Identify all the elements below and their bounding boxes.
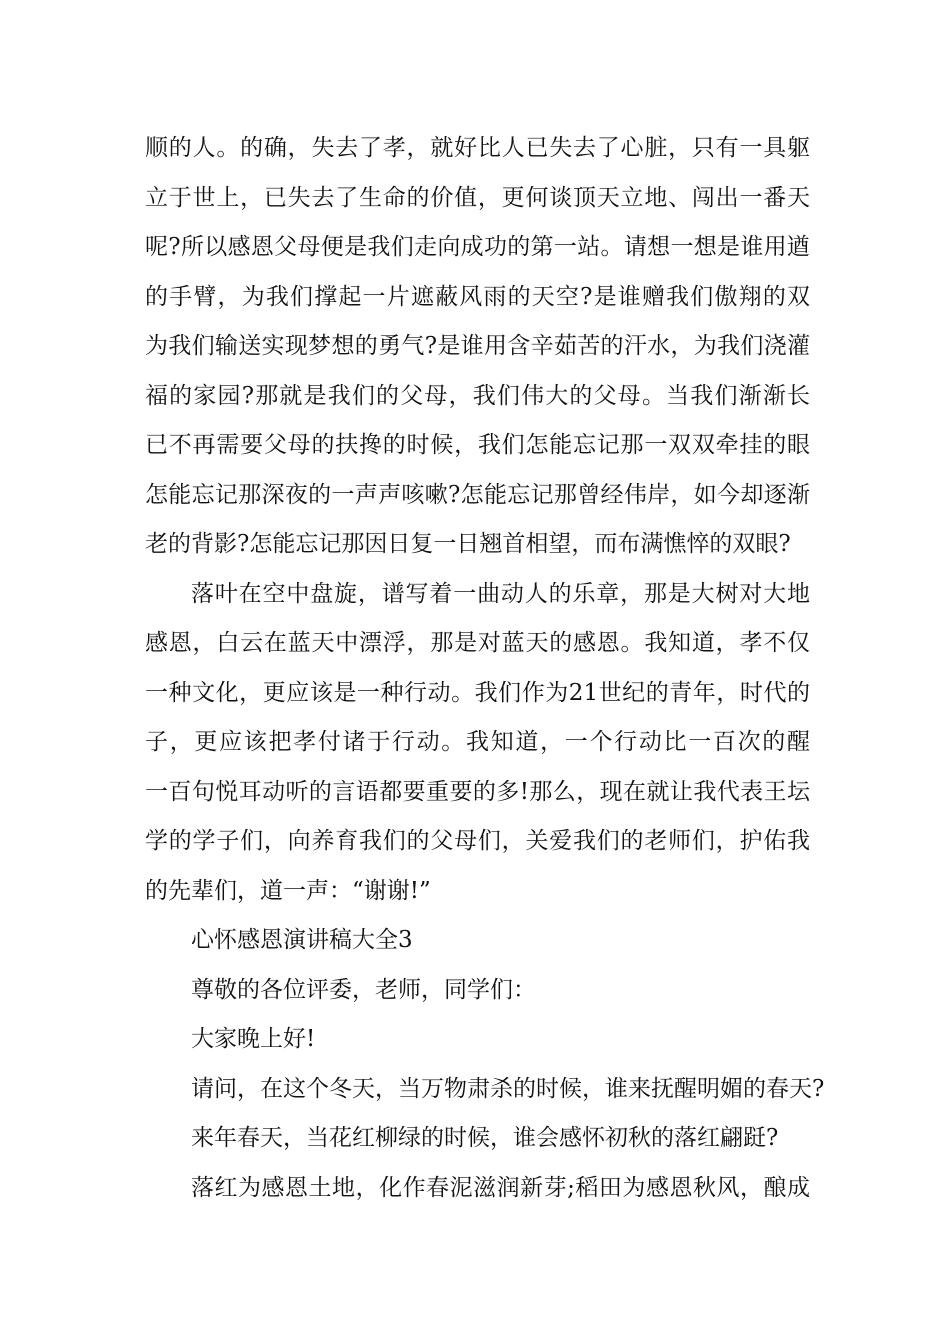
text-line: 立于世上，已失去了生命的价值，更何谈顶天立地、闯出一番天 bbox=[145, 184, 810, 211]
text-line: 落叶在空中盘旋，谱写着一曲动人的乐章，那是大树对大地 bbox=[191, 580, 810, 607]
text-line: 学的学子们，向养育我们的父母们，关爱我们的老师们，护佑我 bbox=[145, 828, 810, 854]
text-line: 的先辈们，道一声：“谢谢!” bbox=[145, 877, 431, 904]
paragraph bbox=[145, 570, 810, 917]
text-line: 子，更应该把孝付诸于行动。我知道，一个行动比一百次的醒 bbox=[145, 729, 810, 755]
text-line: 福的家园?那就是我们的父母，我们伟大的父母。当我们渐渐长 bbox=[145, 382, 810, 409]
text-line: 已不再需要父母的扶搀的时候，我们怎能忘记那一双双牵挂的眼 bbox=[145, 432, 810, 458]
document-body bbox=[145, 124, 825, 1213]
paragraph: 来年春天，当花红柳绿的时候，谁会感怀初秋的落红翩跹? bbox=[191, 1125, 779, 1151]
text-line: 的手臂，为我们撑起一片遮蔽风雨的天空?是谁赠我们傲翔的双 bbox=[145, 283, 810, 310]
text-line: 呢?所以感恩父母便是我们走向成功的第一站。请想一想是谁用遒 bbox=[145, 234, 810, 260]
paragraph: 落红为感恩土地，化作春泥滋润新芽;稻田为感恩秋风，酿成 bbox=[191, 1174, 810, 1201]
text-line: 为我们输送实现梦想的勇气?是谁用含辛茹苦的汗水，为我们浇灌 bbox=[145, 333, 810, 359]
paragraph bbox=[145, 124, 810, 570]
text-line: 感恩，白云在蓝天中漂浮，那是对蓝天的感恩。我知道，孝不仅 bbox=[145, 630, 810, 656]
section-title: 心怀感恩演讲稿大全3 bbox=[191, 927, 413, 953]
text-line: 一百句悦耳动听的言语都要重要的多!那么，现在就让我代表王坛 bbox=[145, 778, 810, 805]
text-line: 老的背影?怎能忘记那因日复一日翘首相望，而布满憔悴的双眼? bbox=[145, 531, 791, 557]
greeting: 大家晚上好! bbox=[191, 1026, 316, 1052]
text-line: 怎能忘记那深夜的一声声咳嗽?怎能忘记那曾经伟岸，如今却逐渐 bbox=[145, 481, 810, 508]
text-line: 顺的人。的确，失去了孝，就好比人已失去了心脏，只有一具躯 bbox=[145, 135, 810, 161]
paragraph: 请问，在这个冬天，当万物肃杀的时候，谁来抚醒明媚的春天? bbox=[191, 1075, 825, 1102]
salutation: 尊敬的各位评委，老师，同学们： bbox=[191, 976, 536, 1003]
text-line: 一种文化，更应该是一种行动。我们作为21世纪的青年，时代的 bbox=[145, 679, 810, 706]
